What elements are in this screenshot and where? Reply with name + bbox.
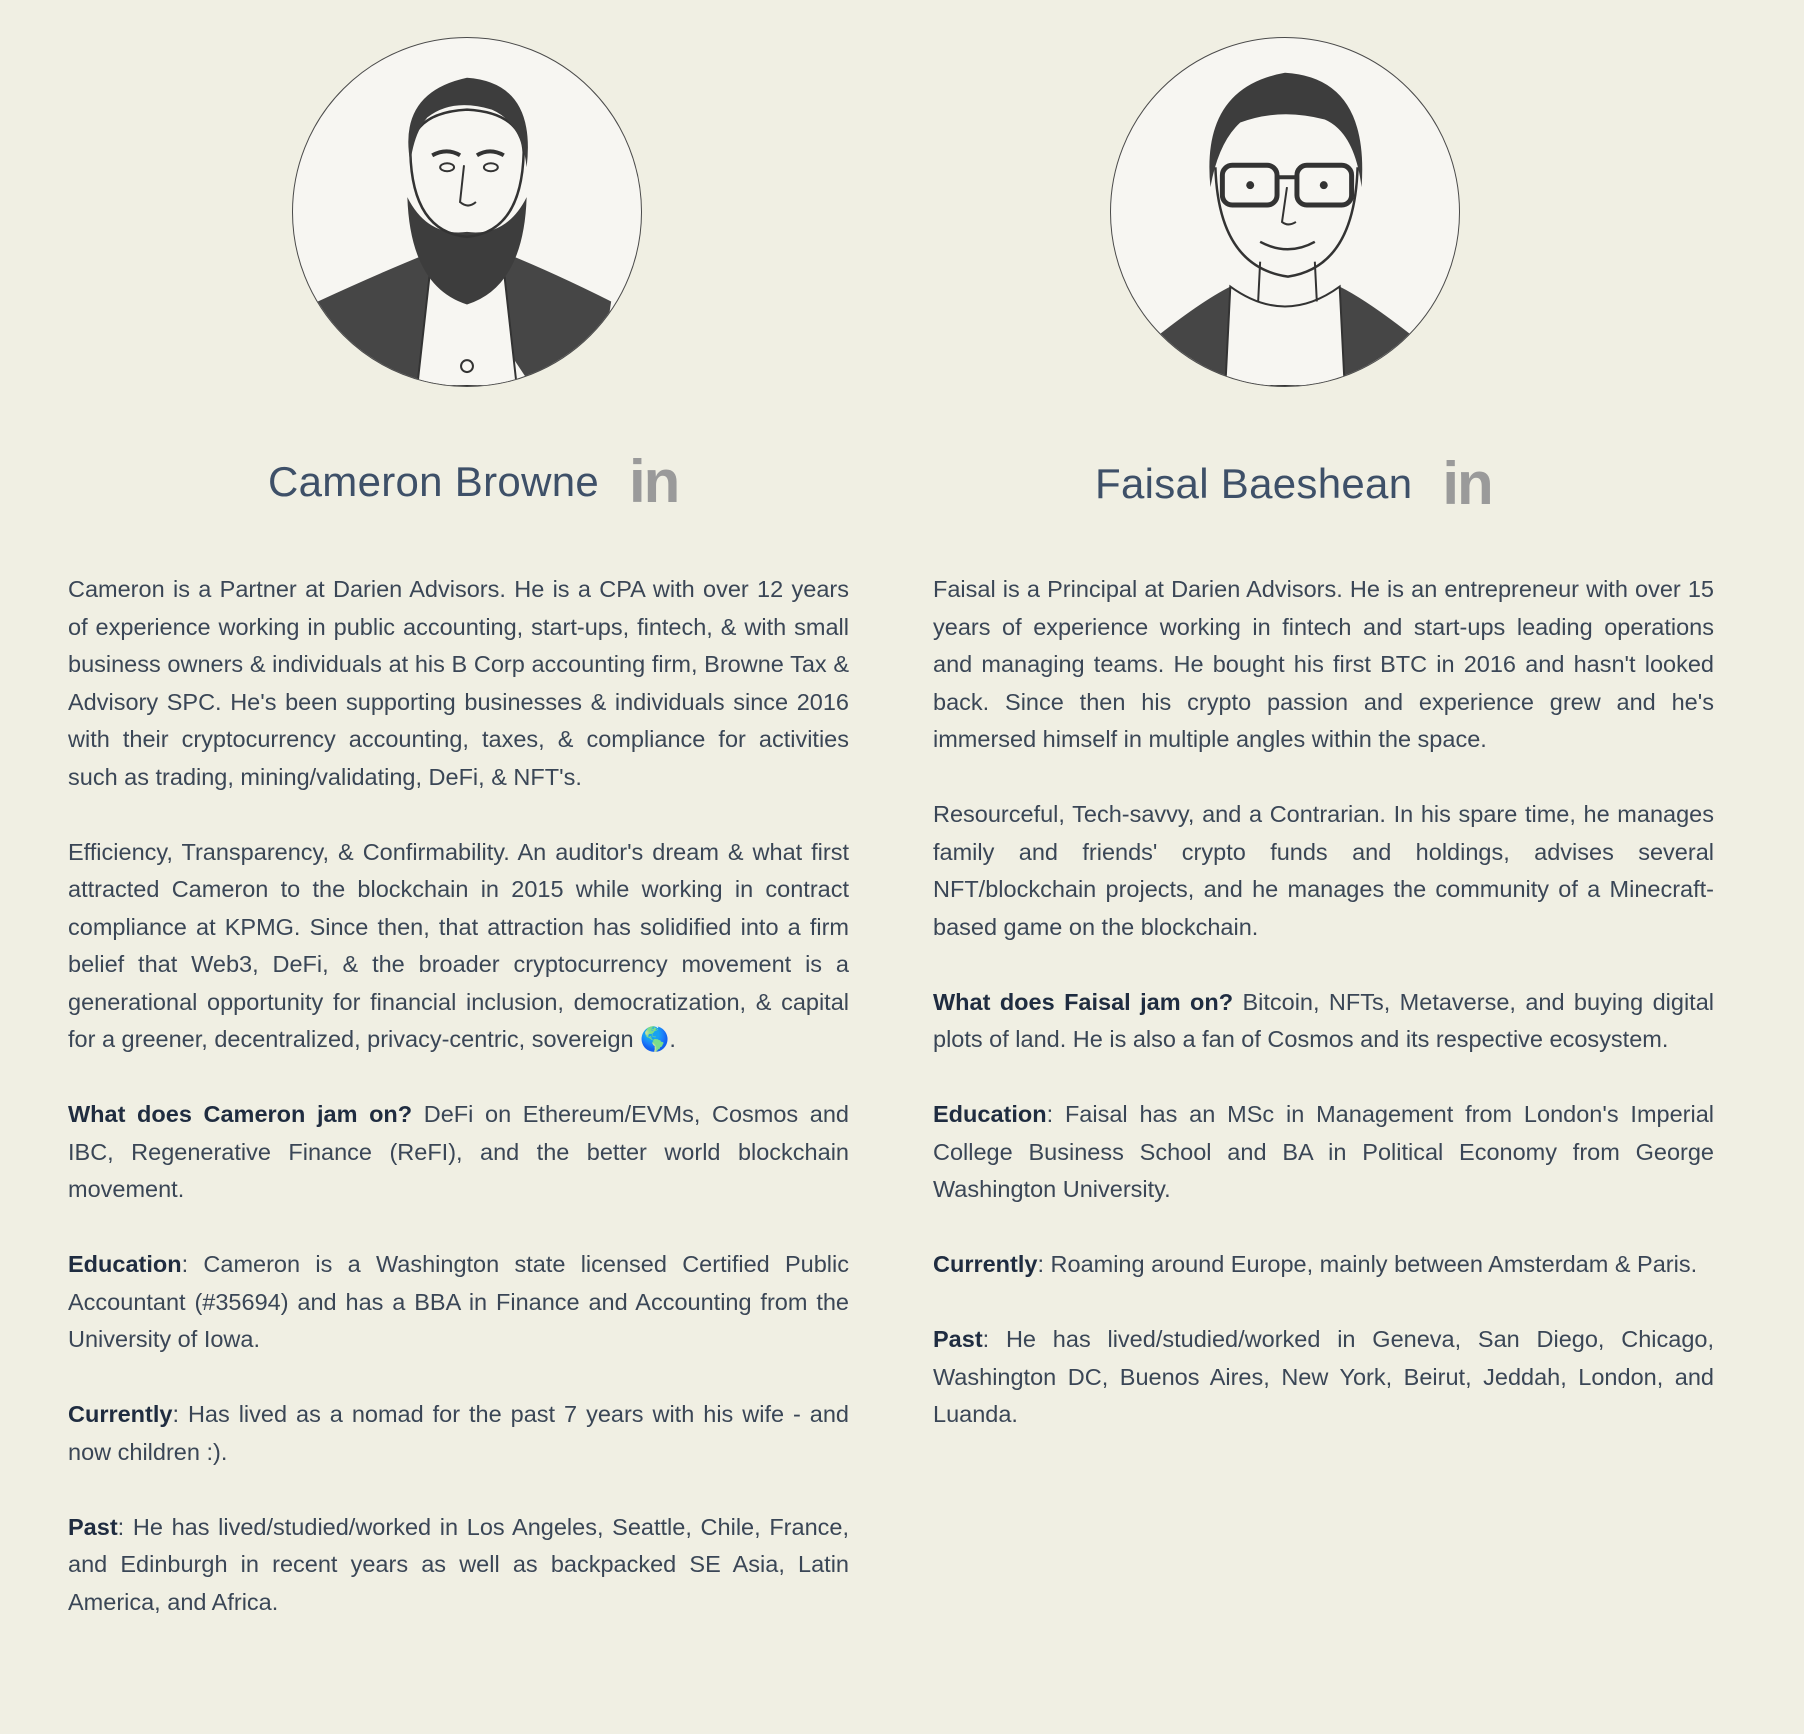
jam-paragraph [933,984,1714,1059]
jam-text: Bitcoin, NFTs, Metaverse, and buying digital plots of land. He is also a fan of Cosmos and its respective ecosystem. [933,988,1714,1052]
avatar [292,37,642,387]
currently-label: Currently [68,1401,173,1427]
currently-text: : Has lived as a nomad for the past 7 years with his wife - and now children :). [68,1401,849,1465]
jam-text: DeFi on Ethereum/EVMs, Cosmos and IBC, Regenerative Finance (ReFI), and the better world blockchain movement. [68,1101,849,1202]
currently-text: : Roaming around Europe, mainly between Amsterdam & Paris. [1037,1251,1698,1277]
jam-label: What does Faisal jam on? [933,988,1234,1015]
currently-paragraph [933,1246,1714,1284]
past-label: Past [68,1513,118,1540]
past-paragraph [68,1509,849,1622]
bio [68,571,849,1659]
past-label: Past [933,1326,983,1352]
bio-paragraph: Resourceful, Tech-savvy, and a Contrarian. In his spare time, he manages family and friends' crypto funds and holdings, advises several NFT/blockchain projects, and he manages the community of a Minecraft-based game on the blockchain. [933,801,1714,940]
education-text: : Cameron is a Washington state licensed Certified Public Accountant (#35694) and has a BBA in Finance and Accounting from the University of Iowa. [68,1251,849,1352]
bio-paragraph: Faisal is a Principal at Darien Advisors. He is an entrepreneur with over 15 years of experience working in fintech and start-ups leading operations and managing teams. He bought his first BTC in 2016 and hasn't looked back. Since then his crypto passion and experience grew and he's immersed himself in multiple angles within the space. [933,576,1714,752]
education-paragraph [933,1096,1714,1209]
portrait-illustration-icon [293,38,641,386]
name-row [268,448,679,515]
bio-paragraph: Efficiency, Transparency, & Confirmability. An auditor's dream & what first attracted Cameron to the blockchain in 2015 while working in contract compliance at KPMG. Since then, that attraction has solidified into a firm belief that Web3, DeFi, & the broader cryptocurrency movement is a generational opportunity for financial inclusion, democratization, & capital for a greener, decentralized, privacy-centric, sovereign 🌎. [68,838,849,1052]
person-name: Faisal Baeshean [1095,460,1413,507]
past-text: : He has lived/studied/worked in Los Angeles, Seattle, Chile, France, and Edinburgh in recent years as well as backpacked SE Asia, Latin America, and Africa. [68,1513,849,1615]
education-text: : Faisal has an MSc in Management from London's Imperial College Business School and BA in Political Economy from George Washington University. [933,1101,1714,1202]
bio [933,571,1714,1471]
linkedin-icon[interactable]: in [629,448,679,515]
bio-paragraph: Cameron is a Partner at Darien Advisors. He is a CPA with over 12 years of experience working in public accounting, start-ups, fintech, & with small business owners & individuals at his B Corp accounting firm, Browne Tax & Advisory SPC. He's been supporting businesses & individuals since 2016 with their cryptocurrency accounting, taxes, & compliance for activities such as trading, mining/validating, DeFi, & NFT's. [68,576,849,790]
currently-paragraph [68,1396,849,1471]
jam-label: What does Cameron jam on? [68,1101,413,1127]
currently-label: Currently [933,1251,1038,1277]
jam-paragraph [68,1096,849,1209]
education-paragraph [68,1246,849,1359]
avatar [1110,37,1460,387]
education-label: Education [68,1251,182,1277]
linkedin-icon[interactable]: in [1442,450,1492,517]
name-row [1095,450,1492,517]
person-name: Cameron Browne [268,458,600,505]
past-paragraph [933,1321,1714,1434]
portrait-illustration-icon [1111,38,1459,386]
past-text: : He has lived/studied/worked in Geneva, San Diego, Chicago, Washington DC, Buenos Aires, New York, Beirut, Jeddah, London, and Luanda. [933,1326,1714,1427]
education-label: Education [933,1101,1047,1127]
